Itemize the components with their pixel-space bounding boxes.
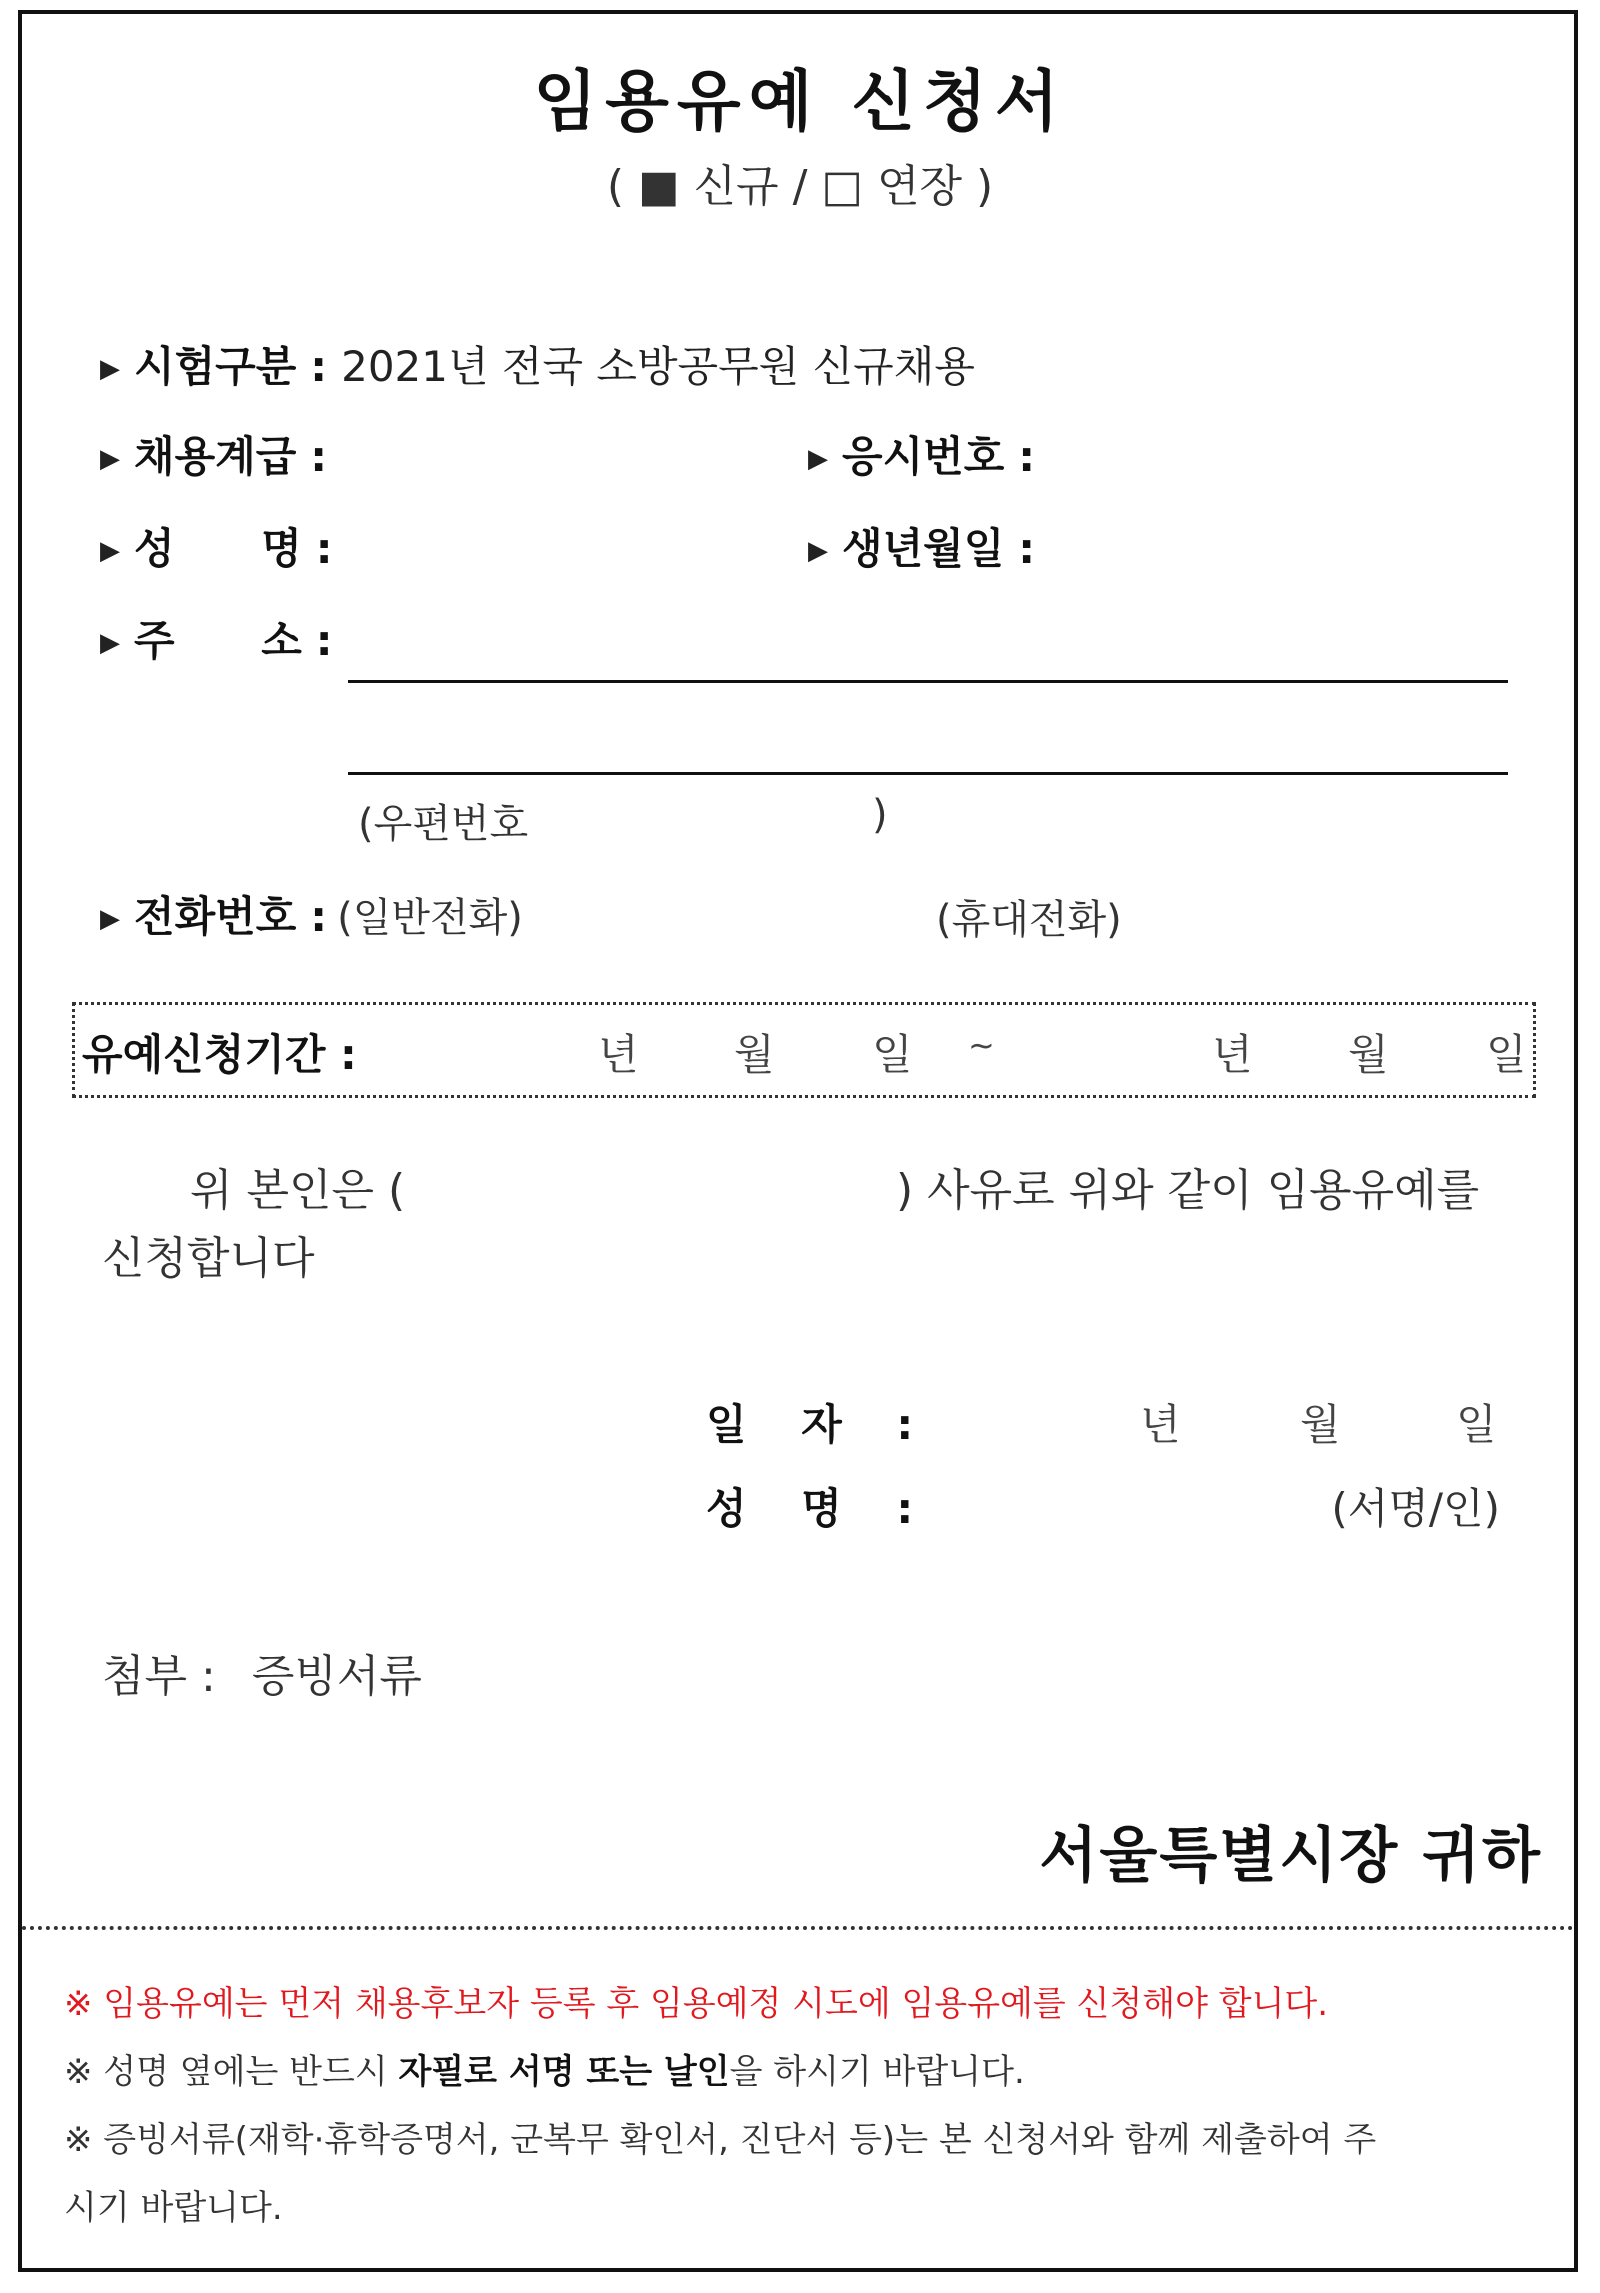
colon: :: [1018, 432, 1036, 481]
attachment-label: 첨부 :: [102, 1651, 216, 1702]
form-subtitle: ( ■ 신규 / □ 연장 ): [606, 161, 994, 212]
grade-label: 채용계급: [134, 432, 297, 481]
birthdate-label: 생년월일: [842, 524, 1005, 573]
signature-month: 월: [1300, 1400, 1341, 1449]
signature-year: 년: [1140, 1400, 1181, 1449]
phone-label: 전화번호: [134, 892, 297, 941]
address-row: [100, 608, 333, 668]
signature-date-label: 일 자 :: [706, 1400, 914, 1449]
address-line-1[interactable]: [348, 680, 1508, 683]
signature-name-label: 성 명 :: [706, 1484, 914, 1533]
note-documents-line2: 시기 바랍니다.: [64, 2188, 283, 2228]
bullet-icon: ▶: [808, 444, 828, 474]
colon: :: [315, 616, 333, 665]
statement-suffix: ) 사유로 위와 같이 임용유예를: [896, 1165, 1480, 1216]
bullet-icon: ▶: [100, 628, 120, 658]
colon: :: [315, 524, 333, 573]
exam-type-value: 2021년 전국 소방공무원 신규채용: [341, 342, 975, 391]
phone-row: [100, 884, 523, 944]
colon: :: [310, 342, 328, 391]
period-end-month: 월: [1348, 1030, 1389, 1079]
colon: :: [1018, 524, 1036, 573]
note-deferral-registration: ※ 임용유예는 먼저 채용후보자 등록 후 임용예정 시도에 임용유예를 신청해야 합니다.: [64, 1984, 1329, 2024]
period-end-day: 일: [1486, 1030, 1527, 1079]
note-signature: [64, 2044, 1025, 2093]
note-signature-text-b: 을 하시기 바랍니다.: [729, 2052, 1025, 2092]
period-start-month: 월: [734, 1030, 775, 1079]
exam-type-label: 시험구분: [134, 342, 297, 391]
seal-hint: (서명/인): [1331, 1484, 1500, 1533]
statement-prefix: 위 본인은 (: [190, 1165, 406, 1216]
period-end-year: 년: [1212, 1030, 1253, 1079]
bullet-icon: ▶: [100, 536, 120, 566]
postal-code-open: (우편번호: [358, 801, 529, 847]
exam-number-row: [808, 424, 1035, 484]
attachment-row: [102, 1640, 422, 1704]
attachment-value: 증빙서류: [251, 1651, 422, 1702]
landline-hint: (일반전화): [337, 895, 523, 941]
note-signature-text-a: ※ 성명 옆에는 반드시: [64, 2052, 399, 2092]
bullet-icon: ▶: [100, 354, 120, 384]
birthdate-row: [808, 516, 1035, 576]
bullet-icon: ▶: [808, 536, 828, 566]
mobile-hint: (휴대전화): [936, 897, 1122, 943]
period-start-day: 일: [872, 1030, 913, 1079]
addressee: 서울특별시장 귀하: [1039, 1821, 1542, 1891]
bullet-icon: ▶: [100, 444, 120, 474]
deferral-period-label: 유예신청기간 :: [82, 1030, 357, 1079]
exam-type-row: [100, 334, 975, 394]
statement-line2: 신청합니다: [102, 1233, 315, 1284]
signature-day: 일: [1456, 1400, 1497, 1449]
colon: :: [310, 432, 328, 481]
period-start-year: 년: [598, 1030, 639, 1079]
colon: :: [310, 892, 328, 941]
period-tilde: ~: [968, 1026, 995, 1064]
form-title: 임용유예 신청서: [533, 63, 1067, 140]
notes-divider: [22, 1926, 1574, 1930]
address-label: 주 소: [134, 616, 302, 665]
grade-row: [100, 424, 327, 484]
name-row: [100, 516, 333, 576]
note-documents-line1: ※ 증빙서류(재학·휴학증명서, 군복무 확인서, 진단서 등)는 본 신청서와 함께 제출하여 주: [64, 2120, 1377, 2160]
address-line-2[interactable]: [348, 772, 1508, 775]
note-signature-emphasis: 자필로 서명 또는 날인: [398, 2052, 730, 2092]
name-label: 성 명: [134, 524, 302, 573]
bullet-icon: ▶: [100, 904, 120, 934]
exam-number-label: 응시번호: [842, 432, 1005, 481]
postal-code-close: ): [872, 792, 888, 838]
